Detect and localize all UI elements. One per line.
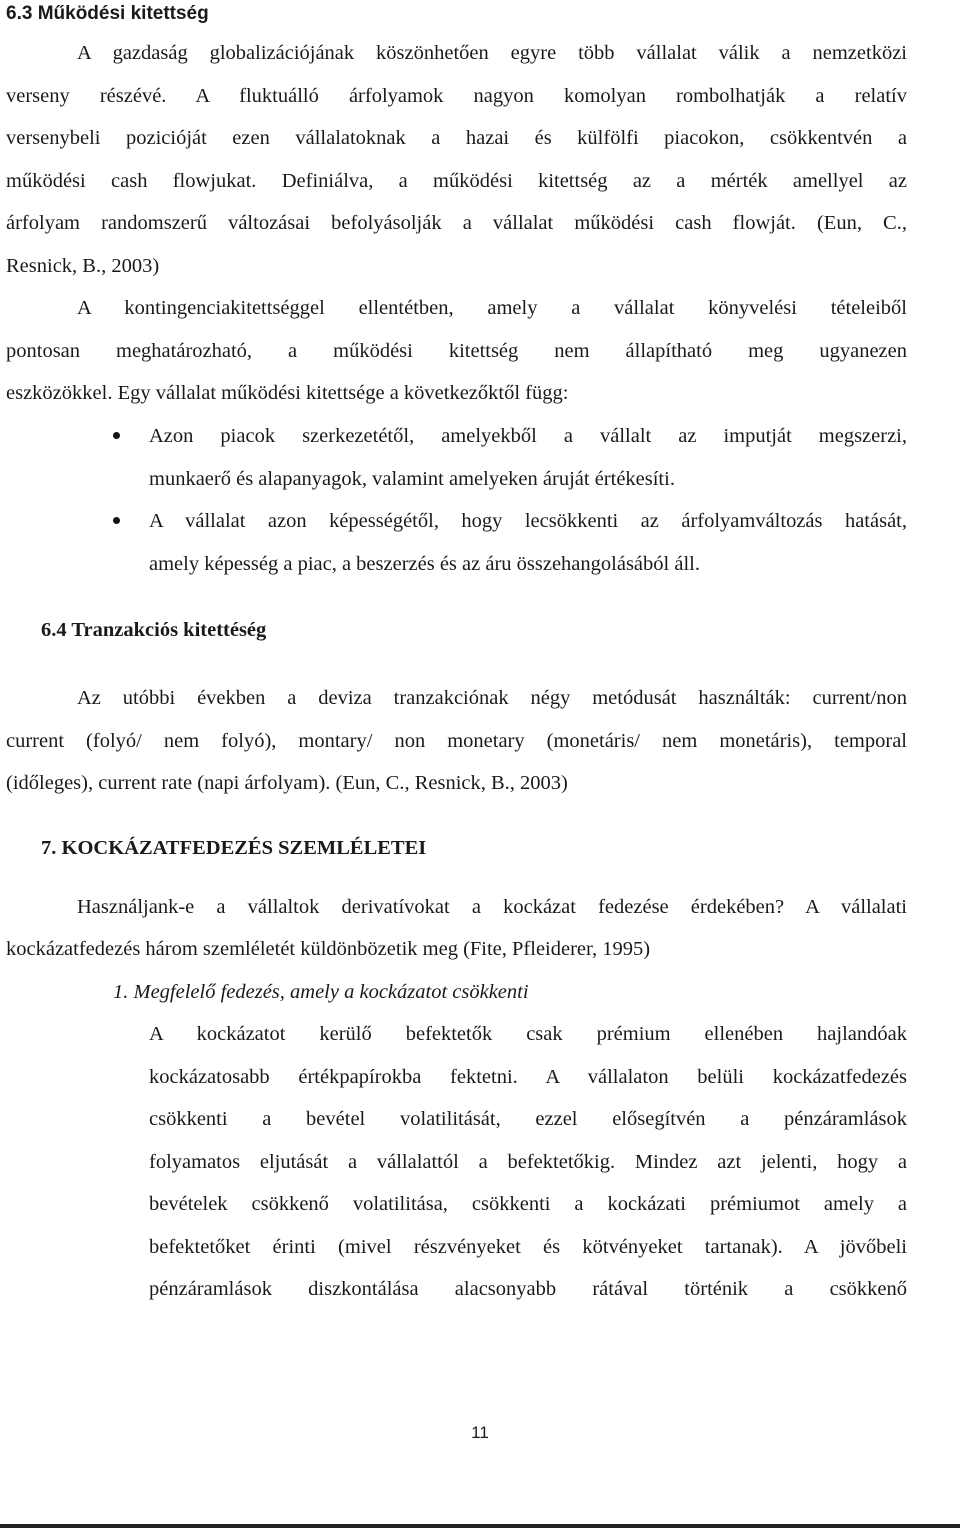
paragraph-3-line-3: (időleges), current rate (napi árfolyam). (Eun, C., Resnick, B., 2003) bbox=[6, 772, 568, 794]
paragraph-1-line-1: A gazdaság globalizációjának köszönhetően egyre több vállalat válik a nemzetközi bbox=[77, 42, 907, 64]
bullet-1-line-1: Azon piacok szerkezetétől, amelyekből a vállalt az imputját megszerzi, bbox=[149, 425, 907, 447]
section-heading-7: 7. KOCKÁZATFEDEZÉS SZEMLÉLETEI bbox=[41, 837, 427, 859]
paragraph-1-line-2: verseny részévé. A fluktuálló árfolyamok nagyon komolyan rombolhatják a relatív bbox=[6, 85, 907, 107]
section-heading-6-4: 6.4 Tranzakciós kitettéség bbox=[41, 619, 267, 641]
section-heading-6-3: 6.3 Működési kitettség bbox=[6, 3, 209, 24]
paragraph-5-line-7: pénzáramlások diszkontálása alacsonyabb rátával történik a csökkenő bbox=[149, 1278, 907, 1300]
paragraph-5-line-5: bevételek csökkenő volatilitása, csökkenti a kockázati prémiumot amely a bbox=[149, 1193, 907, 1215]
paragraph-5-line-2: kockázatosabb értékpapírokba fektetni. A vállalaton belüli kockázatfedezés bbox=[149, 1066, 907, 1088]
bullet-2-line-2: amely képesség a piac, a beszerzés és az áru összehangolásából áll. bbox=[149, 553, 700, 575]
paragraph-3-line-2: current (folyó/ nem folyó), montary/ non monetary (monetáris/ nem monetáris), temporal bbox=[6, 730, 907, 752]
bullet-icon bbox=[113, 432, 120, 439]
bullet-icon bbox=[113, 517, 120, 524]
paragraph-1-line-5: árfolyam randomszerű változásai befolyásolják a vállalat működési cash flowját. (Eun, C., bbox=[6, 212, 907, 234]
paragraph-1-line-3: versenybeli pozicióját ezen vállalatoknak a hazai és külfölfi piacokon, csökkentvén a bbox=[6, 127, 907, 149]
paragraph-5-line-4: folyamatos eljutását a vállalattól a befektetőkig. Mindez azt jelenti, hogy a bbox=[149, 1151, 907, 1173]
paragraph-2-line-2: pontosan meghatározható, a működési kitettség nem állapítható meg ugyanezen bbox=[6, 340, 907, 362]
bullet-2-line-1: A vállalat azon képességétől, hogy lecsökkenti az árfolyamváltozás hatását, bbox=[149, 510, 907, 532]
paragraph-5-line-6: befektetőket érinti (mivel részvényeket és kötvényeket tartanak). A jövőbeli bbox=[149, 1236, 907, 1258]
paragraph-5-line-3: csökkenti a bevétel volatilitását, ezzel elősegítvén a pénzáramlások bbox=[149, 1108, 907, 1130]
numbered-item-1: 1. Megfelelő fedezés, amely a kockázatot csökkenti bbox=[113, 981, 529, 1003]
bullet-1-line-2: munkaerő és alapanyagok, valamint amelyeken áruját értékesíti. bbox=[149, 468, 675, 490]
paragraph-2-line-1: A kontingenciakitettséggel ellentétben, amely a vállalat könyvelési tételeiből bbox=[77, 297, 907, 319]
footer-rule bbox=[0, 1524, 960, 1528]
page-number: 11 bbox=[471, 1423, 489, 1442]
paragraph-1-line-6: Resnick, B., 2003) bbox=[6, 255, 160, 277]
paragraph-4-line-2: kockázatfedezés három szemléletét küldönbözetik meg (Fite, Pfleiderer, 1995) bbox=[6, 938, 651, 960]
paragraph-4-line-1: Használjank-e a vállaltok derivatívokat a kockázat fedezése érdekében? A vállalati bbox=[77, 896, 907, 918]
paragraph-1-line-4: működési cash flowjukat. Definiálva, a működési kitettség az a mérték amellyel az bbox=[6, 170, 907, 192]
paragraph-3-line-1: Az utóbbi években a deviza tranzakciónak négy metódusát használták: current/non bbox=[77, 687, 907, 709]
paragraph-2-line-3: eszközökkel. Egy vállalat működési kitettsége a következőktől függ: bbox=[6, 382, 569, 404]
paragraph-5-line-1: A kockázatot kerülő befektetők csak prémium ellenében hajlandóak bbox=[149, 1023, 907, 1045]
